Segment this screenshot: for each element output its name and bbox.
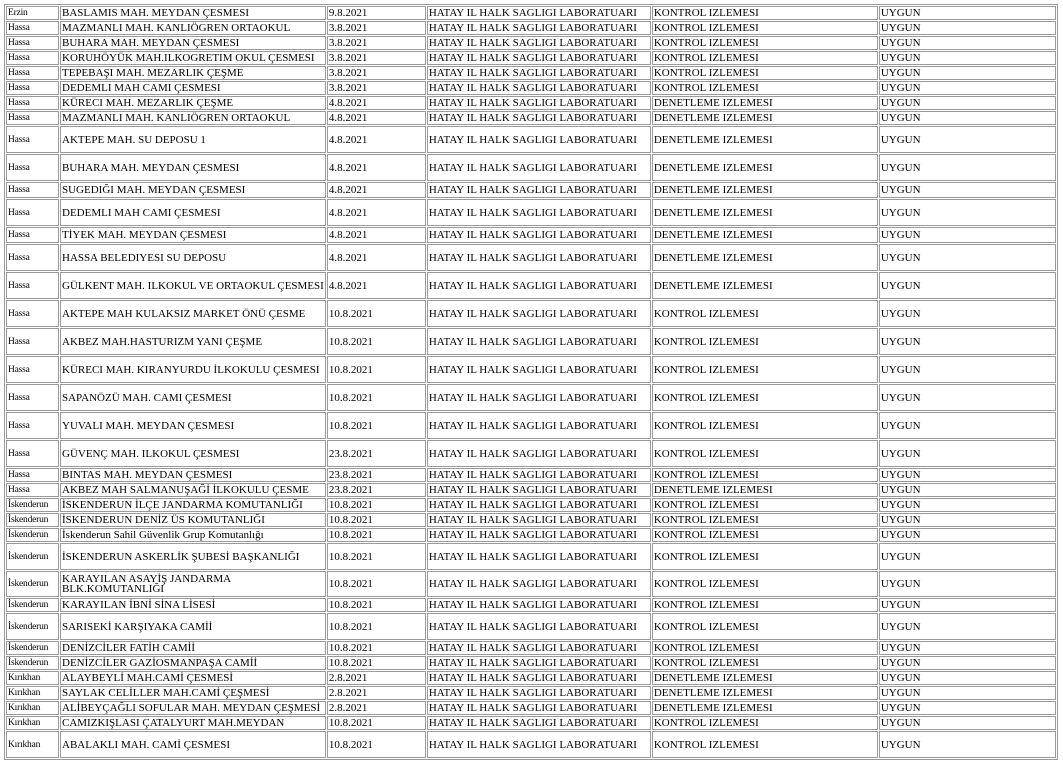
district-cell: Erzin — [6, 6, 59, 20]
monitoring-type-cell: KONTROL IZLEMESI — [652, 21, 878, 35]
result-cell: UYGUN — [879, 199, 1056, 226]
laboratory-cell: HATAY IL HALK SAGLIGI LABORATUARI — [427, 36, 651, 50]
monitoring-type-cell: KONTROL IZLEMESI — [652, 384, 878, 411]
monitoring-type-cell: KONTROL IZLEMESI — [652, 571, 878, 597]
result-cell: UYGUN — [879, 440, 1056, 467]
date-cell: 10.8.2021 — [327, 300, 426, 327]
laboratory-cell: HATAY IL HALK SAGLIGI LABORATUARI — [427, 440, 651, 467]
district-cell: Kırıkhan — [6, 686, 59, 700]
monitoring-type-cell: DENETLEME IZLEMESI — [652, 96, 878, 110]
laboratory-cell: HATAY IL HALK SAGLIGI LABORATUARI — [427, 6, 651, 20]
table-row — [6, 36, 1056, 50]
table-row — [6, 716, 1056, 730]
table-row — [6, 300, 1056, 327]
district-cell: Hassa — [6, 81, 59, 95]
laboratory-cell: HATAY IL HALK SAGLIGI LABORATUARI — [427, 498, 651, 512]
table-row — [6, 440, 1056, 467]
district-cell: Hassa — [6, 21, 59, 35]
table-row — [6, 701, 1056, 715]
laboratory-cell: HATAY IL HALK SAGLIGI LABORATUARI — [427, 51, 651, 65]
table-row — [6, 182, 1056, 198]
monitoring-type-cell: DENETLEME IZLEMESI — [652, 199, 878, 226]
table-row — [6, 384, 1056, 411]
monitoring-type-cell: DENETLEME IZLEMESI — [652, 701, 878, 715]
monitoring-type-cell: KONTROL IZLEMESI — [652, 81, 878, 95]
date-cell: 10.8.2021 — [327, 731, 426, 758]
table-row — [6, 513, 1056, 527]
monitoring-type-cell: KONTROL IZLEMESI — [652, 641, 878, 655]
monitoring-type-cell: KONTROL IZLEMESI — [652, 598, 878, 612]
monitoring-type-cell: KONTROL IZLEMESI — [652, 356, 878, 383]
district-cell: Hassa — [6, 227, 59, 243]
result-cell: UYGUN — [879, 154, 1056, 181]
table-body — [6, 6, 1056, 758]
result-cell: UYGUN — [879, 613, 1056, 640]
date-cell: 10.8.2021 — [327, 498, 426, 512]
date-cell: 10.8.2021 — [327, 571, 426, 597]
district-cell: Hassa — [6, 111, 59, 125]
laboratory-cell: HATAY IL HALK SAGLIGI LABORATUARI — [427, 528, 651, 542]
date-cell: 4.8.2021 — [327, 199, 426, 226]
monitoring-type-cell: KONTROL IZLEMESI — [652, 731, 878, 758]
date-cell: 3.8.2021 — [327, 66, 426, 80]
table-row — [6, 199, 1056, 226]
district-cell: Hassa — [6, 154, 59, 181]
district-cell: İskenderun — [6, 641, 59, 655]
location-cell: SAPANÖZÜ MAH. CAMI ÇESMESI — [60, 384, 326, 411]
monitoring-type-cell: KONTROL IZLEMESI — [652, 498, 878, 512]
district-cell: Hassa — [6, 412, 59, 439]
location-cell: SAYLAK CELİLLER MAH.CAMİ ÇEŞMESİ — [60, 686, 326, 700]
date-cell: 23.8.2021 — [327, 483, 426, 497]
date-cell: 10.8.2021 — [327, 598, 426, 612]
location-cell: KÜRECI MAH. MEZARLIK ÇEŞME — [60, 96, 326, 110]
date-cell: 4.8.2021 — [327, 182, 426, 198]
location-cell: TİYEK MAH. MEYDAN ÇESMESI — [60, 227, 326, 243]
result-cell: UYGUN — [879, 81, 1056, 95]
laboratory-cell: HATAY IL HALK SAGLIGI LABORATUARI — [427, 656, 651, 670]
district-cell: Hassa — [6, 51, 59, 65]
result-cell: UYGUN — [879, 656, 1056, 670]
monitoring-type-cell: KONTROL IZLEMESI — [652, 656, 878, 670]
date-cell: 3.8.2021 — [327, 51, 426, 65]
monitoring-type-cell: KONTROL IZLEMESI — [652, 513, 878, 527]
district-cell: Hassa — [6, 272, 59, 299]
result-cell: UYGUN — [879, 384, 1056, 411]
location-cell: MAZMANLI MAH. KANLIÖGREN ORTAOKUL — [60, 111, 326, 125]
laboratory-cell: HATAY IL HALK SAGLIGI LABORATUARI — [427, 199, 651, 226]
table-row — [6, 21, 1056, 35]
district-cell: Hassa — [6, 199, 59, 226]
laboratory-cell: HATAY IL HALK SAGLIGI LABORATUARI — [427, 96, 651, 110]
location-cell: BINTAS MAH. MEYDAN ÇESMESI — [60, 468, 326, 482]
date-cell: 23.8.2021 — [327, 440, 426, 467]
district-cell: İskenderun — [6, 571, 59, 597]
location-cell: BUHARA MAH. MEYDAN ÇESMESI — [60, 36, 326, 50]
date-cell: 4.8.2021 — [327, 244, 426, 271]
laboratory-cell: HATAY IL HALK SAGLIGI LABORATUARI — [427, 613, 651, 640]
location-cell: MAZMANLI MAH. KANLIÖGREN ORTAOKUL — [60, 21, 326, 35]
date-cell: 3.8.2021 — [327, 36, 426, 50]
laboratory-cell: HATAY IL HALK SAGLIGI LABORATUARI — [427, 384, 651, 411]
district-cell: Hassa — [6, 244, 59, 271]
laboratory-cell: HATAY IL HALK SAGLIGI LABORATUARI — [427, 513, 651, 527]
district-cell: Hassa — [6, 483, 59, 497]
monitoring-type-cell: KONTROL IZLEMESI — [652, 51, 878, 65]
monitoring-type-cell: KONTROL IZLEMESI — [652, 36, 878, 50]
date-cell: 10.8.2021 — [327, 716, 426, 730]
result-cell: UYGUN — [879, 111, 1056, 125]
location-cell: BUHARA MAH. MEYDAN ÇESMESI — [60, 154, 326, 181]
laboratory-cell: HATAY IL HALK SAGLIGI LABORATUARI — [427, 111, 651, 125]
monitoring-type-cell: DENETLEME IZLEMESI — [652, 272, 878, 299]
result-cell: UYGUN — [879, 483, 1056, 497]
date-cell: 10.8.2021 — [327, 641, 426, 655]
table-row — [6, 81, 1056, 95]
district-cell: Kırıkhan — [6, 701, 59, 715]
table-row — [6, 656, 1056, 670]
result-cell: UYGUN — [879, 21, 1056, 35]
date-cell: 10.8.2021 — [327, 384, 426, 411]
date-cell: 2.8.2021 — [327, 671, 426, 685]
district-cell: İskenderun — [6, 656, 59, 670]
monitoring-type-cell: DENETLEME IZLEMESI — [652, 671, 878, 685]
laboratory-cell: HATAY IL HALK SAGLIGI LABORATUARI — [427, 671, 651, 685]
location-cell: SARISEKİ KARŞIYAKA CAMİİ — [60, 613, 326, 640]
date-cell: 4.8.2021 — [327, 96, 426, 110]
table-row — [6, 356, 1056, 383]
location-cell: İSKENDERUN DENİZ ÜS KOMUTANLIĞI — [60, 513, 326, 527]
date-cell: 10.8.2021 — [327, 328, 426, 355]
table-row — [6, 96, 1056, 110]
location-cell: İSKENDERUN İLÇE JANDARMA KOMUTANLIĞI — [60, 498, 326, 512]
table-row — [6, 543, 1056, 570]
location-cell: AKBEZ MAH.HASTURIZM YANI ÇEŞME — [60, 328, 326, 355]
water-analysis-table — [4, 4, 1058, 760]
date-cell: 9.8.2021 — [327, 6, 426, 20]
laboratory-cell: HATAY IL HALK SAGLIGI LABORATUARI — [427, 716, 651, 730]
location-cell: DENİZCİLER FATİH CAMİİ — [60, 641, 326, 655]
laboratory-cell: HATAY IL HALK SAGLIGI LABORATUARI — [427, 686, 651, 700]
monitoring-type-cell: DENETLEME IZLEMESI — [652, 244, 878, 271]
location-cell: DENİZCİLER GAZİOSMANPAŞA CAMİİ — [60, 656, 326, 670]
table-row — [6, 498, 1056, 512]
monitoring-type-cell: KONTROL IZLEMESI — [652, 528, 878, 542]
laboratory-cell: HATAY IL HALK SAGLIGI LABORATUARI — [427, 641, 651, 655]
district-cell: Hassa — [6, 182, 59, 198]
result-cell: UYGUN — [879, 96, 1056, 110]
date-cell: 10.8.2021 — [327, 513, 426, 527]
location-cell: ABALAKLI MAH. CAMİ ÇESMESI — [60, 731, 326, 758]
result-cell: UYGUN — [879, 66, 1056, 80]
location-cell: ALAYBEYLİ MAH.CAMİ ÇESMESİ — [60, 671, 326, 685]
district-cell: Hassa — [6, 96, 59, 110]
location-cell: BASLAMIS MAH. MEYDAN ÇESMESI — [60, 6, 326, 20]
table-row — [6, 571, 1056, 597]
table-row — [6, 66, 1056, 80]
table-row — [6, 272, 1056, 299]
laboratory-cell: HATAY IL HALK SAGLIGI LABORATUARI — [427, 412, 651, 439]
laboratory-cell: HATAY IL HALK SAGLIGI LABORATUARI — [427, 154, 651, 181]
location-cell: KARAYILAN İBNİ SİNA LİSESİ — [60, 598, 326, 612]
result-cell: UYGUN — [879, 272, 1056, 299]
monitoring-type-cell: DENETLEME IZLEMESI — [652, 111, 878, 125]
location-cell: KORUHÖYÜK MAH.ILKOGRETIM OKUL ÇESMESI — [60, 51, 326, 65]
table-row — [6, 227, 1056, 243]
result-cell: UYGUN — [879, 126, 1056, 153]
table-row — [6, 598, 1056, 612]
monitoring-type-cell: KONTROL IZLEMESI — [652, 66, 878, 80]
laboratory-cell: HATAY IL HALK SAGLIGI LABORATUARI — [427, 182, 651, 198]
location-cell: AKTEPE MAH. SU DEPOSU 1 — [60, 126, 326, 153]
result-cell: UYGUN — [879, 641, 1056, 655]
district-cell: İskenderun — [6, 528, 59, 542]
location-cell: İSKENDERUN ASKERLİK ŞUBESİ BAŞKANLIĞI — [60, 543, 326, 570]
result-cell: UYGUN — [879, 356, 1056, 383]
laboratory-cell: HATAY IL HALK SAGLIGI LABORATUARI — [427, 272, 651, 299]
result-cell: UYGUN — [879, 328, 1056, 355]
laboratory-cell: HATAY IL HALK SAGLIGI LABORATUARI — [427, 328, 651, 355]
laboratory-cell: HATAY IL HALK SAGLIGI LABORATUARI — [427, 483, 651, 497]
district-cell: Hassa — [6, 36, 59, 50]
result-cell: UYGUN — [879, 528, 1056, 542]
result-cell: UYGUN — [879, 716, 1056, 730]
date-cell: 4.8.2021 — [327, 154, 426, 181]
location-cell: SUGEDIĞI MAH. MEYDAN ÇESMESI — [60, 182, 326, 198]
laboratory-cell: HATAY IL HALK SAGLIGI LABORATUARI — [427, 701, 651, 715]
laboratory-cell: HATAY IL HALK SAGLIGI LABORATUARI — [427, 731, 651, 758]
date-cell: 2.8.2021 — [327, 701, 426, 715]
table-row — [6, 641, 1056, 655]
result-cell: UYGUN — [879, 498, 1056, 512]
district-cell: Hassa — [6, 384, 59, 411]
laboratory-cell: HATAY IL HALK SAGLIGI LABORATUARI — [427, 571, 651, 597]
district-cell: Hassa — [6, 440, 59, 467]
date-cell: 4.8.2021 — [327, 272, 426, 299]
result-cell: UYGUN — [879, 598, 1056, 612]
district-cell: Kırıkhan — [6, 716, 59, 730]
table-row — [6, 468, 1056, 482]
location-cell: KARAYILAN ASAYİŞ JANDARMA BLK.KOMUTANLIĞI — [60, 571, 326, 597]
monitoring-type-cell: KONTROL IZLEMESI — [652, 328, 878, 355]
monitoring-type-cell: KONTROL IZLEMESI — [652, 412, 878, 439]
result-cell: UYGUN — [879, 244, 1056, 271]
monitoring-type-cell: KONTROL IZLEMESI — [652, 468, 878, 482]
monitoring-type-cell: KONTROL IZLEMESI — [652, 300, 878, 327]
monitoring-type-cell: DENETLEME IZLEMESI — [652, 483, 878, 497]
district-cell: Hassa — [6, 468, 59, 482]
district-cell: Hassa — [6, 328, 59, 355]
date-cell: 10.8.2021 — [327, 528, 426, 542]
district-cell: İskenderun — [6, 498, 59, 512]
laboratory-cell: HATAY IL HALK SAGLIGI LABORATUARI — [427, 126, 651, 153]
laboratory-cell: HATAY IL HALK SAGLIGI LABORATUARI — [427, 244, 651, 271]
result-cell: UYGUN — [879, 51, 1056, 65]
location-cell: DEDEMLI MAH CAMI ÇESMESI — [60, 199, 326, 226]
result-cell: UYGUN — [879, 543, 1056, 570]
table-row — [6, 686, 1056, 700]
table-row — [6, 6, 1056, 20]
result-cell: UYGUN — [879, 686, 1056, 700]
district-cell: İskenderun — [6, 598, 59, 612]
table-row — [6, 483, 1056, 497]
result-cell: UYGUN — [879, 701, 1056, 715]
date-cell: 4.8.2021 — [327, 227, 426, 243]
table-row — [6, 671, 1056, 685]
district-cell: Hassa — [6, 300, 59, 327]
result-cell: UYGUN — [879, 671, 1056, 685]
monitoring-type-cell: KONTROL IZLEMESI — [652, 440, 878, 467]
district-cell: Kırıkhan — [6, 671, 59, 685]
monitoring-type-cell: DENETLEME IZLEMESI — [652, 154, 878, 181]
location-cell: KÜRECI MAH. KIRANYURDU İLKOKULU ÇESMESI — [60, 356, 326, 383]
location-cell: HASSA BELEDIYESI SU DEPOSU — [60, 244, 326, 271]
monitoring-type-cell: DENETLEME IZLEMESI — [652, 126, 878, 153]
monitoring-type-cell: KONTROL IZLEMESI — [652, 543, 878, 570]
date-cell: 3.8.2021 — [327, 21, 426, 35]
district-cell: İskenderun — [6, 513, 59, 527]
result-cell: UYGUN — [879, 182, 1056, 198]
location-cell: AKTEPE MAH KULAKSIZ MARKET ÖNÜ ÇESME — [60, 300, 326, 327]
date-cell: 4.8.2021 — [327, 126, 426, 153]
date-cell: 10.8.2021 — [327, 543, 426, 570]
location-cell: AKBEZ MAH SALMANUŞAĞİ İLKOKULU ÇESME — [60, 483, 326, 497]
date-cell: 10.8.2021 — [327, 356, 426, 383]
location-cell: GÜVENÇ MAH. ILKOKUL ÇESMESI — [60, 440, 326, 467]
laboratory-cell: HATAY IL HALK SAGLIGI LABORATUARI — [427, 468, 651, 482]
district-cell: İskenderun — [6, 543, 59, 570]
laboratory-cell: HATAY IL HALK SAGLIGI LABORATUARI — [427, 543, 651, 570]
location-cell: YUVALI MAH. MEYDAN ÇESMESI — [60, 412, 326, 439]
date-cell: 3.8.2021 — [327, 81, 426, 95]
result-cell: UYGUN — [879, 300, 1056, 327]
table-row — [6, 328, 1056, 355]
location-cell: CAMIZKIŞLASI ÇATALYURT MAH.MEYDAN — [60, 716, 326, 730]
result-cell: UYGUN — [879, 36, 1056, 50]
location-cell: ALİBEYÇAĞLI SOFULAR MAH. MEYDAN ÇEŞMESİ — [60, 701, 326, 715]
table-row — [6, 154, 1056, 181]
monitoring-type-cell: DENETLEME IZLEMESI — [652, 227, 878, 243]
laboratory-cell: HATAY IL HALK SAGLIGI LABORATUARI — [427, 21, 651, 35]
laboratory-cell: HATAY IL HALK SAGLIGI LABORATUARI — [427, 227, 651, 243]
location-cell: TEPEBAŞI MAH. MEZARLIK ÇEŞME — [60, 66, 326, 80]
date-cell: 23.8.2021 — [327, 468, 426, 482]
laboratory-cell: HATAY IL HALK SAGLIGI LABORATUARI — [427, 66, 651, 80]
laboratory-cell: HATAY IL HALK SAGLIGI LABORATUARI — [427, 81, 651, 95]
date-cell: 10.8.2021 — [327, 412, 426, 439]
monitoring-type-cell: DENETLEME IZLEMESI — [652, 686, 878, 700]
result-cell: UYGUN — [879, 227, 1056, 243]
district-cell: Hassa — [6, 356, 59, 383]
table-row — [6, 126, 1056, 153]
date-cell: 2.8.2021 — [327, 686, 426, 700]
result-cell: UYGUN — [879, 571, 1056, 597]
date-cell: 10.8.2021 — [327, 656, 426, 670]
result-cell: UYGUN — [879, 513, 1056, 527]
table-row — [6, 613, 1056, 640]
monitoring-type-cell: DENETLEME IZLEMESI — [652, 182, 878, 198]
district-cell: Kırıkhan — [6, 731, 59, 758]
result-cell: UYGUN — [879, 6, 1056, 20]
laboratory-cell: HATAY IL HALK SAGLIGI LABORATUARI — [427, 356, 651, 383]
laboratory-cell: HATAY IL HALK SAGLIGI LABORATUARI — [427, 598, 651, 612]
table-row — [6, 244, 1056, 271]
date-cell: 10.8.2021 — [327, 613, 426, 640]
district-cell: İskenderun — [6, 613, 59, 640]
monitoring-type-cell: KONTROL IZLEMESI — [652, 613, 878, 640]
location-cell: İskenderun Sahil Güvenlik Grup Komutanlığı — [60, 528, 326, 542]
date-cell: 4.8.2021 — [327, 111, 426, 125]
table-row — [6, 412, 1056, 439]
location-cell: DEDEMLI MAH CAMI ÇESMESI — [60, 81, 326, 95]
result-cell: UYGUN — [879, 412, 1056, 439]
result-cell: UYGUN — [879, 468, 1056, 482]
laboratory-cell: HATAY IL HALK SAGLIGI LABORATUARI — [427, 300, 651, 327]
table-row — [6, 111, 1056, 125]
table-row — [6, 528, 1056, 542]
table-row — [6, 51, 1056, 65]
monitoring-type-cell: KONTROL IZLEMESI — [652, 6, 878, 20]
table-row — [6, 731, 1056, 758]
monitoring-type-cell: KONTROL IZLEMESI — [652, 716, 878, 730]
result-cell: UYGUN — [879, 731, 1056, 758]
location-cell: GÜLKENT MAH. ILKOKUL VE ORTAOKUL ÇESMESI — [60, 272, 326, 299]
district-cell: Hassa — [6, 66, 59, 80]
district-cell: Hassa — [6, 126, 59, 153]
